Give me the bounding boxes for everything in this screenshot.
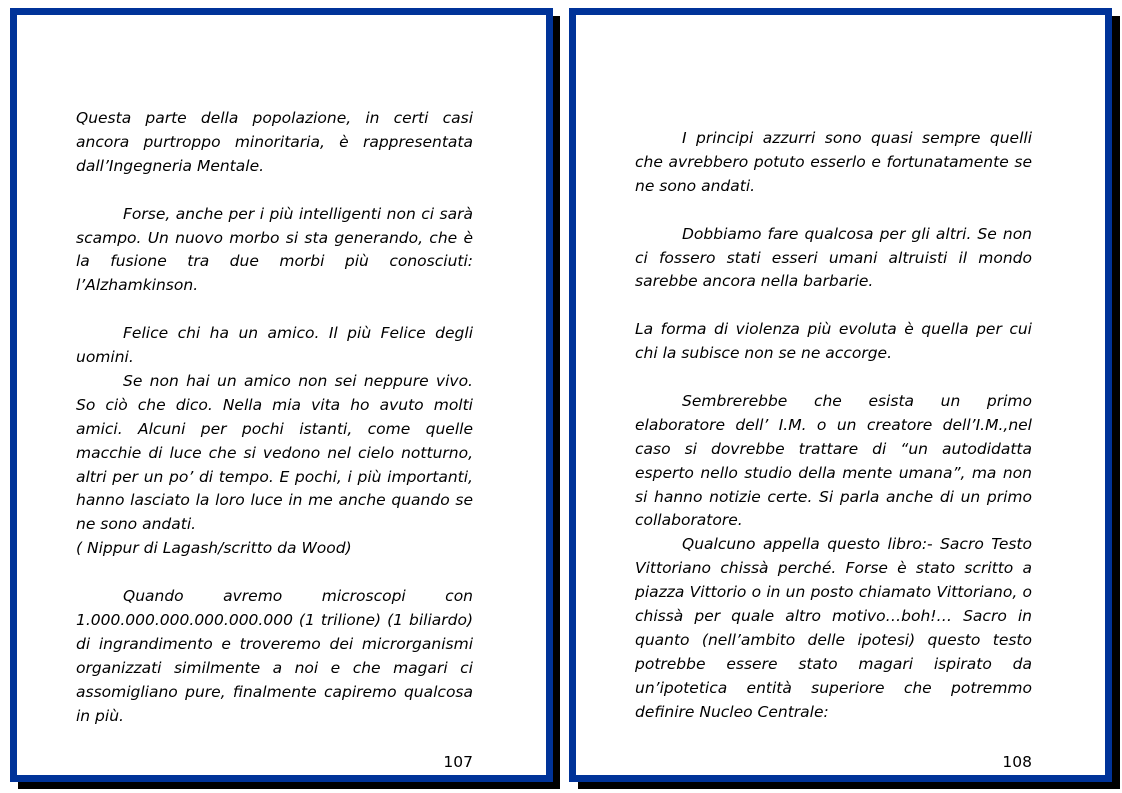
paragraph: Felice chi ha un amico. Il più Felice degli uomini. [76, 324, 473, 367]
page-number: 108 [1002, 753, 1032, 771]
left-page-text [76, 107, 473, 729]
paragraph: Quando avremo microscopi con 1.000.000.000.000.000.000 (1 trilione) (1 biliardo) di ingrandimento e troveremo dei microrganismi organizzati similmente a noi e che magari ci assomigliano pure, finalmente capiremo qualcosa in più. [76, 587, 473, 725]
paragraph: Forse, anche per i più intelligenti non ci sarà scampo. Un nuovo morbo si sta generando, che è la fusione tra due morbi più conosciuti: l’Alzhamkinson. [76, 204, 473, 295]
paragraph: Qualcuno appella questo libro:- Sacro Testo Vittoriano chissà perché. Forse è stato scritto a piazza Vittorio o in un posto chiamato Vittoriano, o chissà per quale altro motivo…boh!… Sacro in quanto (nell’ambito delle ipotesi) questo testo potrebbe essere stato magari ispirato da un’ipotetica entità superiore che potremmo definire Nucleo Centrale: [635, 535, 1032, 721]
page-number: 107 [443, 753, 473, 771]
paragraph: I principi azzurri sono quasi sempre quelli che avrebbero potuto esserlo e fortunatamente se ne sono andati. [635, 129, 1032, 195]
right-page-text [635, 127, 1032, 725]
paragraph: Se non hai un amico non sei neppure vivo. So ciò che dico. Nella mia vita ho avuto molti amici. Alcuni per pochi istanti, come quelle macchie di luce che si vedono nel cielo notturno, altri per un po’ di tempo. E pochi, i più importanti, hanno lasciato la loro luce in me anche quando se ne sono andati. [76, 371, 473, 534]
left-page [10, 8, 553, 782]
paragraph: La forma di violenza più evoluta è quella per cui chi la subisce non se ne accorge. [635, 320, 1032, 363]
paragraph: Sembrerebbe che esista un primo elaboratore dell’ I.M. o un creatore dell’I.M.,nel caso si dovrebbe trattare di “un autodidatta esperto nello studio della mente umana”, ma non si hanno notizie certe. Si parla anche di un primo collaboratore. [635, 391, 1032, 530]
paragraph: Questa parte della popolazione, in certi casi ancora purtroppo minoritaria, è rappresentata dall’Ingegneria Mentale. [76, 109, 473, 175]
right-page [569, 8, 1112, 782]
quote-attribution: ( Nippur di Lagash/scritto da Wood) [76, 539, 352, 558]
paragraph: Dobbiamo fare qualcosa per gli altri. Se non ci fossero stati esseri umani altruisti il mondo sarebbe ancora nella barbarie. [635, 224, 1032, 291]
